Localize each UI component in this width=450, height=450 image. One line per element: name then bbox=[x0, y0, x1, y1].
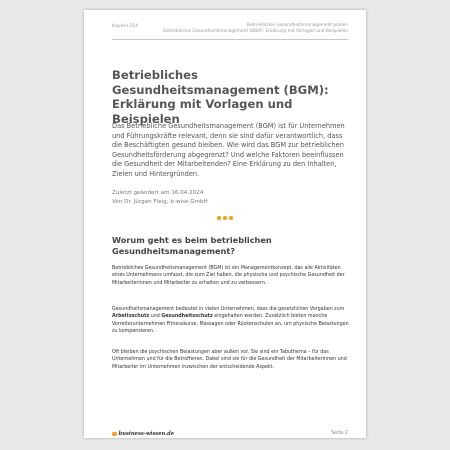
logo-text: business-wissen.de bbox=[118, 431, 175, 437]
logo-dot-icon bbox=[112, 432, 117, 437]
page-number: Seite 2 bbox=[331, 431, 348, 436]
arbeitsschutz-term: Arbeitsschutz bbox=[112, 314, 150, 320]
paragraph-2-text: eingehalten werden. Zusätzlich bieten manche Vorreiterunternehmen Fitnesskurse, Massagen oder Rückenschulen an, um physische Belastungen zu kompensieren. bbox=[112, 314, 349, 335]
separator-dot bbox=[223, 216, 227, 220]
paragraph-2-text: und bbox=[149, 314, 162, 320]
running-header-title: Betriebliches Gesundheitsmanagement (BGM): Erklärung mit Vorlagen und Beispielen bbox=[163, 29, 348, 34]
header-divider bbox=[112, 39, 348, 40]
running-header bbox=[163, 23, 348, 35]
paragraph-2-text: Gesundheitsmanagement bedeutet in vielen Unternehmen, dass die gesetzlichen Vorgaben zum bbox=[112, 307, 345, 312]
separator-dot bbox=[229, 216, 233, 220]
body-paragraph-2 bbox=[112, 306, 350, 336]
author-line: Von Dr. Jürgen Fleig, b-wise GmbH bbox=[112, 199, 208, 206]
article-lead: Das Betriebliche Gesundheitsmanagement (BGM) ist für Unternehmen und Führungskräfte relevant, denn sie sind dafür verantwortlich, dass die Beschäftigten gesund bleiben. Wie wird das BGM zur betrieblichen Gesundheitsförderung abgegrenzt? Und welche Faktoren beeinflussen die Gesundheit der Mitarbeitenden? Eine Erklärung zu den Inhalten, Zielen und Hintergründen. bbox=[112, 122, 345, 178]
running-header-section: Betriebliches Gesundheitsmanagement planen bbox=[247, 23, 348, 28]
separator-dot bbox=[217, 216, 221, 220]
body-paragraph-1: Betriebliches Gesundheitsmanagement (BGM) ist ein Managementkonzept, das alle Aktivitäten eines Unternehmens umfasst, die zum Ziel haben, die physische und psychische Gesundheit der Mitarbeiterinnen und Mitarbeiter zu erhalten und zu verbessern. bbox=[112, 266, 345, 286]
gesundheitsschutz-term: Gesundheitsschutz bbox=[161, 314, 213, 320]
footer-logo bbox=[112, 430, 212, 438]
last-updated: Zuletzt geändert am 16.04.2024 bbox=[112, 190, 204, 196]
article-meta bbox=[112, 189, 342, 208]
body-paragraph-3: Oft bleiben die psychischen Belastungen aber außen vor. Sie sind ein Tabuthema – für das Unternehmen und für die Betroffenen. Dabei sind sie für die Gesundheit der Mitarbeiterinnen und Mitarbeiter im Unternehmen inzwischen der entscheidende Aspekt. bbox=[112, 350, 347, 370]
chapter-label: Kapitel 214 bbox=[112, 24, 139, 29]
article-title: Betriebliches Gesundheitsmanagement (BGM): Erklärung mit Vorlagen und Beispielen bbox=[112, 68, 329, 126]
document-page bbox=[84, 10, 366, 438]
section-heading: Worum geht es beim betrieblichen Gesundheitsmanagement? bbox=[112, 235, 272, 256]
separator-dots bbox=[217, 216, 237, 221]
